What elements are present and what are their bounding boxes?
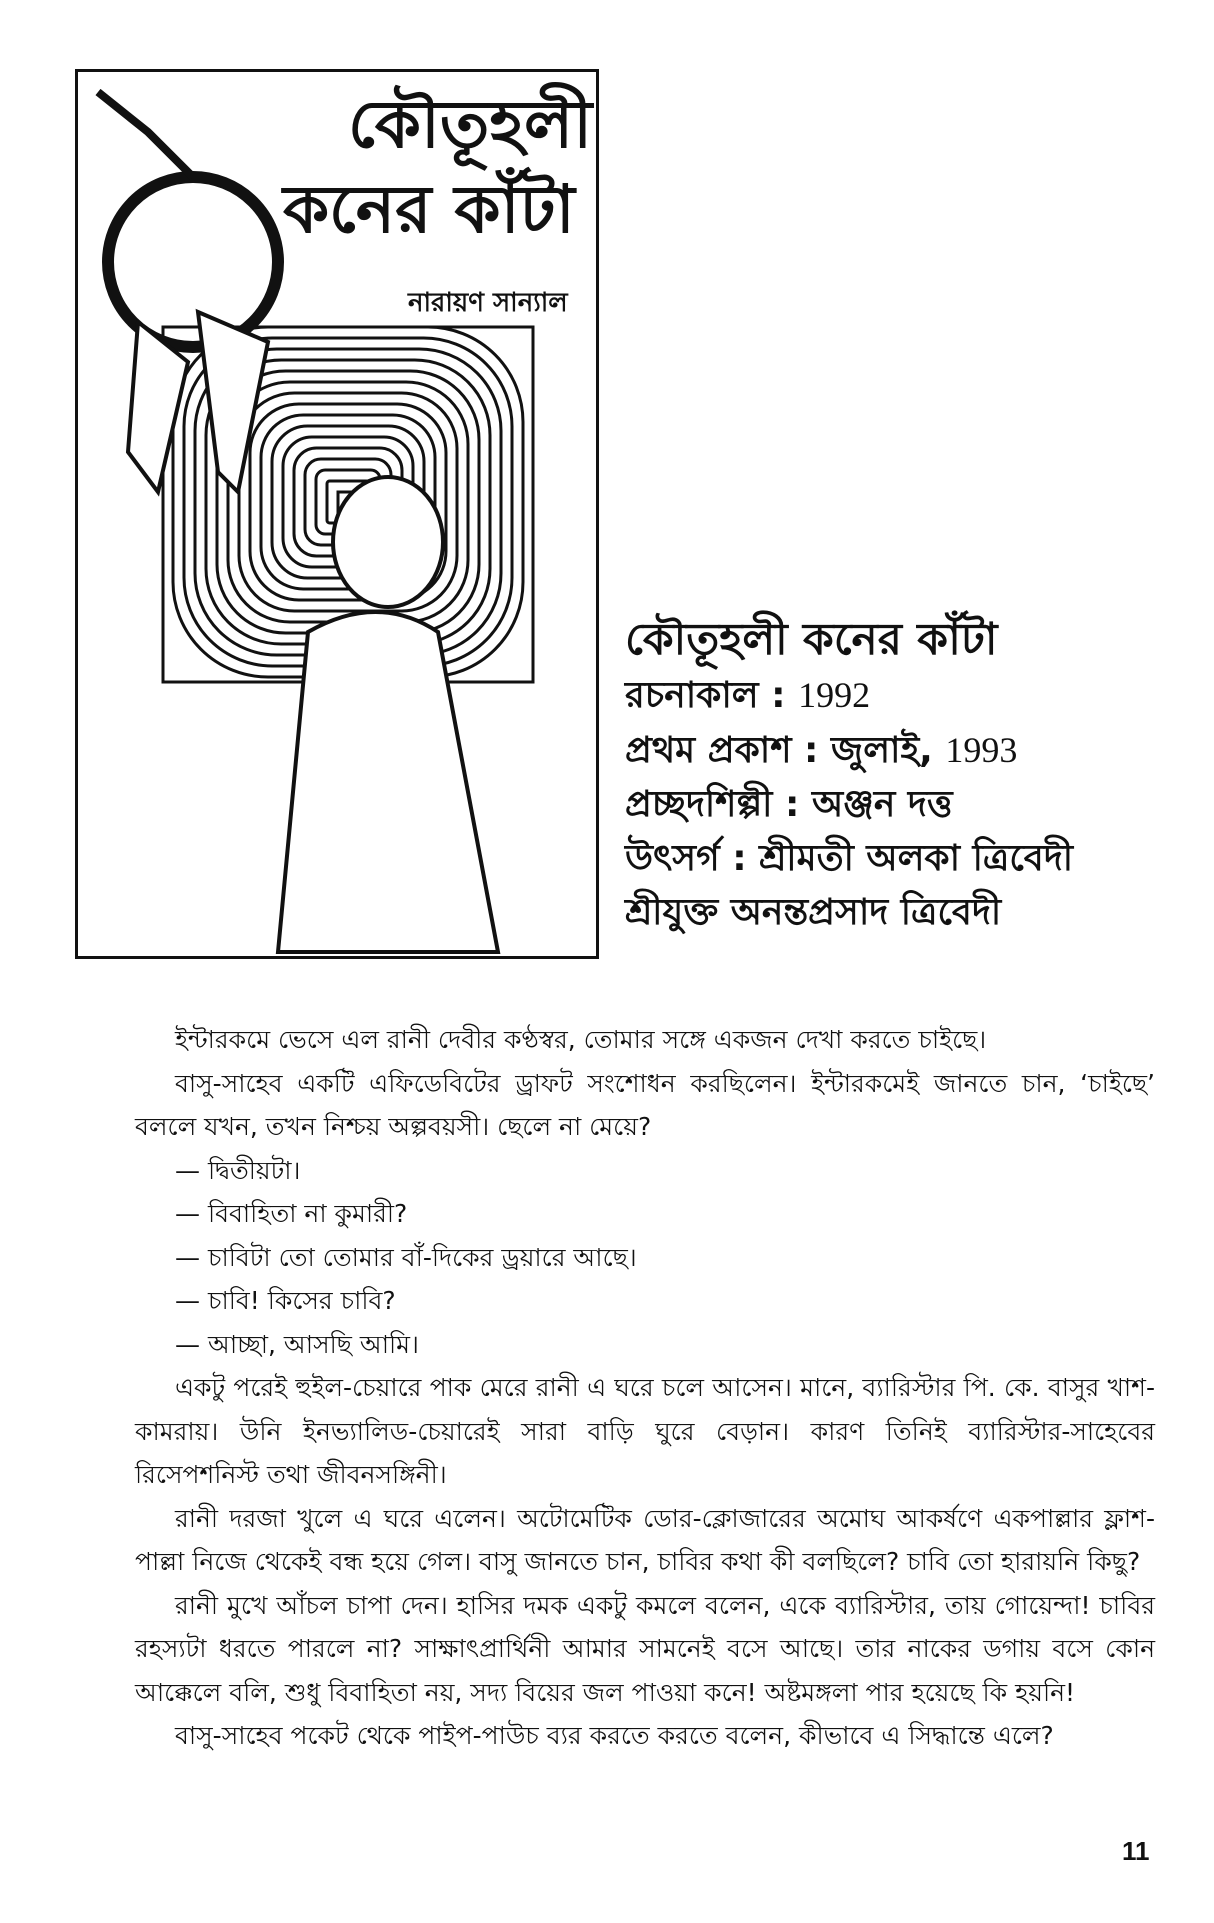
dialogue-line: — চাবিটা তো তোমার বাঁ-দিকের ড্রয়ারে আছে। bbox=[175, 1242, 637, 1272]
paragraph: রানী মুখে আঁচল চাপা দেন। হাসির দমক একটু কমলে বলেন, একে ব্যারিস্টার, তায় গোয়েন্দা! চাবির রহস্যটা ধরতে পারলে না? সাক্ষাৎপ্রার্থিনী আমার সামনেই বসে আছে। তার নাকের ডগায় বসে কোন আক্কেলে বলি, শুধু বিবাহিতা নয়, সদ্য বিয়ের জল পাওয়া কনে! অষ্টমঙ্গলা পার হয়েছে কি হয়নি! bbox=[135, 1590, 1155, 1707]
composed-label: রচনাকাল : bbox=[625, 675, 786, 716]
dedication-line1: শ্রীমতী অলকা ত্রিবেদী bbox=[759, 838, 1074, 879]
paragraph: বাসু-সাহেব একটি এফিডেবিটের ড্রাফট সংশোধন করছিলেন। ইন্টারকমেই জানতে চান, ‘চাইছে’ বললে যখন, তখন নিশ্চয় অল্পবয়সী। ছেলে না মেয়ে? bbox=[135, 1068, 1155, 1141]
paragraph: ইন্টারকমে ভেসে এল রানী দেবীর কণ্ঠস্বর, তোমার সঙ্গে একজন দেখা করতে চাইছে। bbox=[175, 1025, 987, 1054]
cover-title-line1: কৌতূহলী bbox=[348, 86, 593, 163]
chain-icon bbox=[98, 92, 193, 177]
first-publication-row bbox=[625, 723, 1185, 778]
key-icon bbox=[198, 312, 268, 492]
paragraph: বাসু-সাহেব পকেট থেকে পাইপ-পাউচ ব্যর করতে করতে বলেন, কীভাবে এ সিদ্ধান্তে এলে? bbox=[175, 1721, 1054, 1750]
dialogue-line: — বিবাহিতা না কুমারী? bbox=[175, 1199, 408, 1228]
dialogue-line: — দ্বিতীয়টা। bbox=[175, 1155, 301, 1185]
book-metadata bbox=[625, 612, 1185, 940]
dedication-row bbox=[625, 832, 1185, 886]
book-title: কৌতূহলী কনের কাঁটা bbox=[625, 614, 998, 665]
first-pub-year: 1993 bbox=[945, 730, 1018, 770]
cover-author: নারায়ণ সান্যাল bbox=[408, 288, 568, 318]
cover-artist-row bbox=[625, 778, 1185, 832]
dialogue-line: — আচ্ছা, আসছি আমি। bbox=[175, 1329, 419, 1359]
composed-row bbox=[625, 668, 1185, 723]
page-number: 11 bbox=[1122, 1836, 1150, 1866]
key-ring-icon bbox=[108, 177, 278, 347]
dialogue-line: — চাবি! কিসের চাবি? bbox=[175, 1286, 396, 1315]
cover-title-line2: কনের কাঁটা bbox=[283, 171, 575, 248]
dedication-line2: শ্রীযুক্ত অনন্তপ্রসাদ ত্রিবেদী bbox=[625, 892, 1002, 933]
woman-figure bbox=[333, 477, 443, 607]
cover-artist-label: প্রচ্ছদশিল্পী : bbox=[625, 784, 800, 825]
first-pub-label: প্রথম প্রকাশ : bbox=[625, 730, 819, 771]
composed-value: 1992 bbox=[798, 675, 871, 715]
book-cover-illustration bbox=[75, 69, 599, 959]
body-text bbox=[135, 1018, 1155, 1758]
paragraph: একটু পরেই হুইল-চেয়ারে পাক মেরে রানী এ ঘরে চলে আসেন। মানে, ব্যারিস্টার পি. কে. বাসুর খাশ-কামরায়। উনি ইনভ্যালিড-চেয়ারেই সারা বাড়ি ঘুরে বেড়ান। কারণ তিনিই ব্যারিস্টার-সাহেবের রিসেপশনিস্ট তথা জীবনসঙ্গিনী। bbox=[135, 1373, 1155, 1489]
first-pub-month: জুলাই, bbox=[830, 730, 933, 771]
dedication-label: উৎসর্গ : bbox=[625, 838, 747, 879]
cover-artist-value: অঞ্জন দত্ত bbox=[811, 784, 953, 825]
paragraph: রানী দরজা খুলে এ ঘরে এলেন। অটোমেটিক ডোর-ক্লোজারের অমোঘ আকর্ষণে একপাল্লার ফ্লাশ-পাল্লা নিজে থেকেই বন্ধ হয়ে গেল। বাসু জানতে চান, চাবির কথা কী বলছিলে? চাবি তো হারায়নি কিছু? bbox=[135, 1503, 1155, 1576]
